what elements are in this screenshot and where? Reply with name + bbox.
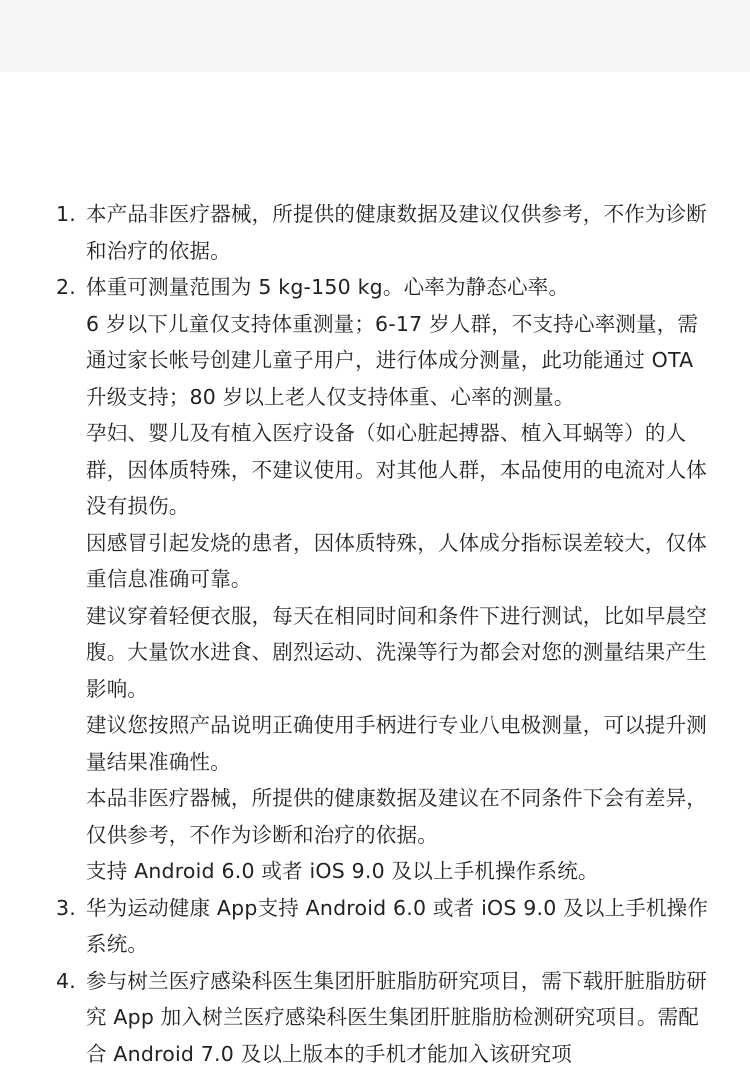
- item-body: [86, 196, 716, 269]
- item-paragraph: 建议穿着轻便衣服，每天在相同时间和条件下进行测试，比如早晨空腹。大量饮水进食、剧烈运动、洗澡等行为都会对您的测量结果产生影响。: [86, 598, 716, 708]
- item-paragraph: 体重可测量范围为 5 kg-150 kg。心率为静态心率。: [86, 269, 716, 306]
- item-paragraph: 6 岁以下儿童仅支持体重测量；6-17 岁人群，不支持心率测量，需通过家长帐号创建儿童子用户，进行体成分测量，此功能通过 OTA 升级支持；80 岁以上老人仅支持体重、心率的测量。: [86, 306, 716, 416]
- item-number: 4.: [56, 963, 86, 1072]
- item-body: [86, 963, 716, 1072]
- item-paragraph: 支持 Android 6.0 或者 iOS 9.0 及以上手机操作系统。: [86, 853, 716, 890]
- item-number: 2.: [56, 269, 86, 890]
- item-number: 1.: [56, 196, 86, 269]
- item-paragraph: 孕妇、婴儿及有植入医疗设备（如心脏起搏器、植入耳蜗等）的人群，因体质特殊，不建议使用。对其他人群，本品使用的电流对人体没有损伤。: [86, 415, 716, 525]
- list-item: [56, 963, 716, 1072]
- list-item: [56, 196, 716, 269]
- list-item: [56, 890, 716, 963]
- item-paragraph: 本产品非医疗器械，所提供的健康数据及建议仅供参考，不作为诊断和治疗的依据。: [86, 196, 716, 269]
- notes-list: [56, 196, 716, 1072]
- item-paragraph: 因感冒引起发烧的患者，因体质特殊，人体成分指标误差较大，仅体重信息准确可靠。: [86, 525, 716, 598]
- list-item: [56, 269, 716, 890]
- item-paragraph: 华为运动健康 App支持 Android 6.0 或者 iOS 9.0 及以上手机操作系统。: [86, 890, 716, 963]
- item-body: [86, 890, 716, 963]
- item-paragraph: 参与树兰医疗感染科医生集团肝脏脂肪研究项目，需下载肝脏脂肪研究 App 加入树兰医疗感染科医生集团肝脏脂肪检测研究项目。需配合 Android 7.0 及以上版本的手机才能加入该研究项: [86, 963, 716, 1072]
- item-body: [86, 269, 716, 890]
- item-number: 3.: [56, 890, 86, 963]
- top-bar: [0, 0, 750, 72]
- item-paragraph: 建议您按照产品说明正确使用手柄进行专业八电极测量，可以提升测量结果准确性。: [86, 707, 716, 780]
- item-paragraph: 本品非医疗器械，所提供的健康数据及建议在不同条件下会有差异，仅供参考，不作为诊断和治疗的依据。: [86, 780, 716, 853]
